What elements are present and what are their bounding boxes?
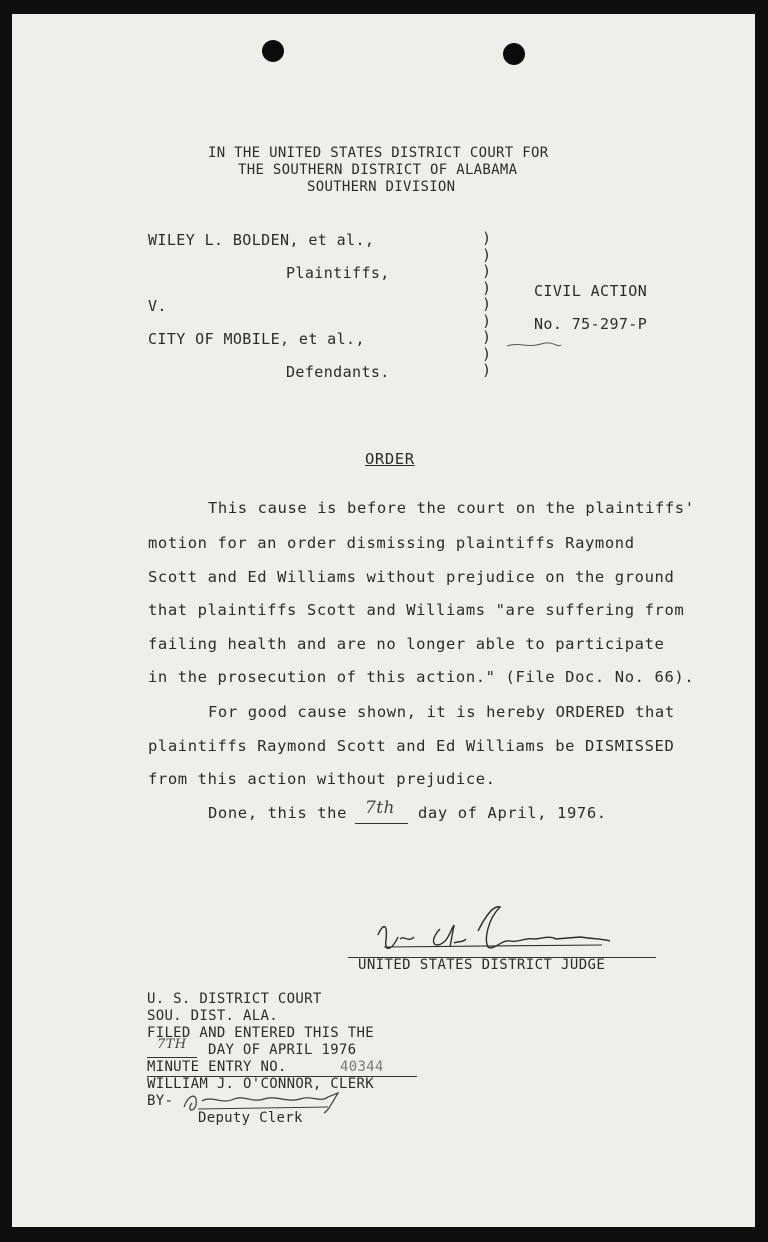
deputy-clerk-label: Deputy Clerk [198, 1110, 303, 1126]
caption-bracket: ) ) ) ) ) ) ) ) ) [482, 229, 492, 379]
court-header-line3: SOUTHERN DIVISION [307, 179, 456, 195]
order-p2-line2: plaintiffs Raymond Scott and Ed Williams be DISMISSED [148, 737, 675, 755]
order-p2-line3: from this action without prejudice. [148, 770, 496, 788]
defendant-name: CITY OF MOBILE, et al., [148, 330, 365, 348]
done-prefix: Done, this the [208, 804, 348, 822]
order-title: ORDER [365, 450, 415, 468]
plaintiff-name: WILEY L. BOLDEN, et al., [148, 231, 375, 249]
court-header-line2: THE SOUTHERN DISTRICT OF ALABAMA [238, 162, 518, 178]
filing-line1: U. S. DISTRICT COURT [147, 991, 322, 1007]
order-p1-line5: failing health and are no longer able to participate [148, 635, 665, 653]
minute-entry-label: MINUTE ENTRY NO. [147, 1059, 287, 1075]
plaintiff-role: Plaintiffs, [286, 264, 390, 282]
civil-action-number: No. 75-297-P [534, 315, 648, 333]
filing-line2: SOU. DIST. ALA. [147, 1008, 278, 1024]
minute-entry-number: 40344 [340, 1059, 384, 1075]
filing-day-blank [147, 1057, 197, 1058]
order-p1-line3: Scott and Ed Williams without prejudice on the ground [148, 568, 675, 586]
order-p2-line1: For good cause shown, it is hereby ORDERED that [208, 703, 675, 721]
filing-line4: DAY OF APRIL 1976 [208, 1042, 357, 1058]
civil-action-label: CIVIL ACTION [534, 282, 648, 300]
order-p1-line2: motion for an order dismissing plaintiffs Raymond [148, 534, 635, 552]
punch-hole-left [262, 40, 284, 62]
judge-signature [370, 895, 620, 965]
order-p1-line1: This cause is before the court on the plaintiffs' [208, 499, 695, 517]
done-day-blank [355, 823, 408, 824]
done-suffix: day of April, 1976. [418, 804, 607, 822]
by-label: BY- [147, 1093, 174, 1109]
pen-scribble [505, 336, 565, 356]
filing-day: 7TH [157, 1037, 187, 1052]
document-page [12, 14, 755, 1227]
versus: V. [148, 297, 167, 315]
court-header-line1: IN THE UNITED STATES DISTRICT COURT FOR [208, 145, 549, 161]
clerk-name: WILLIAM J. O'CONNOR, CLERK [147, 1076, 374, 1092]
defendant-role: Defendants. [286, 363, 390, 381]
order-p1-line6: in the prosecution of this action." (File Doc. No. 66). [148, 668, 695, 686]
filing-line3: FILED AND ENTERED THIS THE [147, 1025, 374, 1041]
order-p1-line4: that plaintiffs Scott and Williams "are suffering from [148, 601, 685, 619]
punch-hole-right [503, 43, 525, 65]
judge-title: UNITED STATES DISTRICT JUDGE [358, 957, 606, 973]
done-day: 7th [365, 798, 395, 818]
